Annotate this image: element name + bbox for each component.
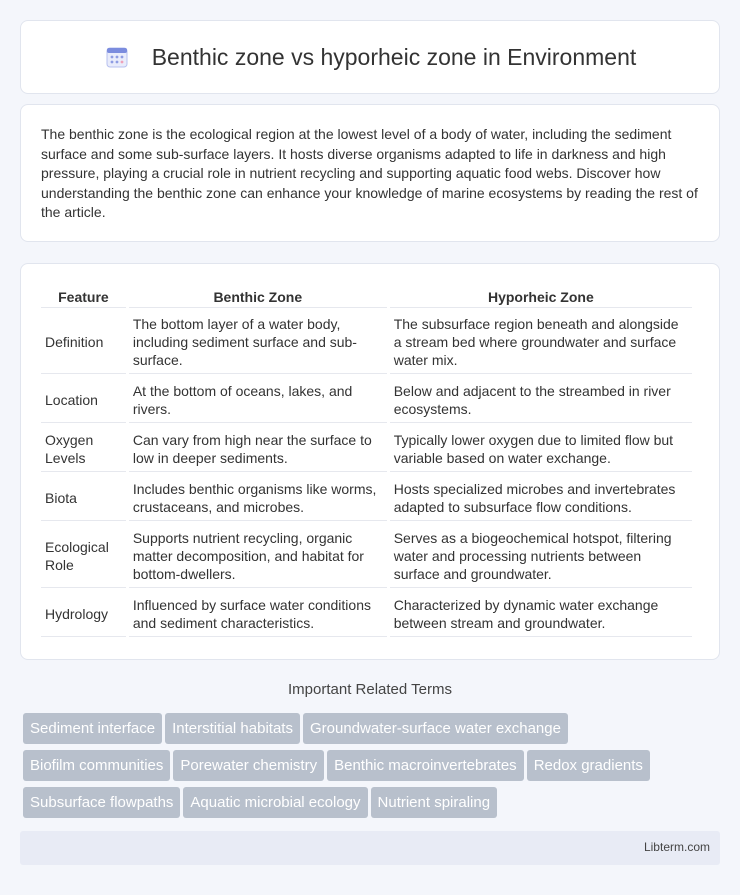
row-feature: Biota (41, 474, 126, 521)
row-hyporheic: Below and adjacent to the streambed in river ecosystems. (390, 376, 692, 423)
page-title: Benthic zone vs hyporheic zone in Environment (151, 43, 637, 70)
related-term-tag[interactable]: Nutrient spiraling (371, 787, 498, 818)
intro-card (20, 104, 720, 242)
row-benthic: Can vary from high near the surface to low in deeper sediments. (129, 425, 387, 472)
row-hyporheic: Hosts specialized microbes and invertebrates adapted to subsurface flow conditions. (390, 474, 692, 521)
table-row (41, 310, 692, 374)
table-row (41, 474, 692, 521)
table-row (41, 425, 692, 472)
row-feature: Definition (41, 310, 126, 374)
row-hyporheic: Characterized by dynamic water exchange between stream and groundwater. (390, 590, 692, 637)
row-feature: Ecological Role (41, 523, 126, 588)
row-feature: Hydrology (41, 590, 126, 637)
related-term-tag[interactable]: Porewater chemistry (173, 750, 324, 781)
row-benthic: Includes benthic organisms like worms, crustaceans, and microbes. (129, 474, 387, 521)
related-term-tag[interactable]: Groundwater-surface water exchange (303, 713, 568, 744)
table-row (41, 376, 692, 423)
calendar-grid-icon (104, 44, 130, 70)
intro-paragraph: The benthic zone is the ecological region at the lowest level of a body of water, including the sediment surface and some sub-surface layers. It hosts diverse organisms adapted to life in darkness and high pressure, playing a crucial role in nutrient recycling and supporting aquatic food webs. Discover how understanding the benthic zone can enhance your knowledge of marine ecosystems by reading the rest of the article. (41, 126, 698, 221)
row-hyporheic: The subsurface region beneath and alongside a stream bed where groundwater and surface water mix. (390, 310, 692, 374)
row-benthic: At the bottom of oceans, lakes, and rivers. (129, 376, 387, 423)
comparison-table (38, 282, 695, 639)
row-benthic: Influenced by surface water conditions and sediment characteristics. (129, 590, 387, 637)
related-term-tag[interactable]: Interstitial habitats (165, 713, 300, 744)
footer (20, 831, 720, 865)
title-card (20, 20, 720, 94)
related-term-tag[interactable]: Sediment interface (23, 713, 162, 744)
related-term-tag[interactable]: Benthic macroinvertebrates (327, 750, 524, 781)
table-row (41, 590, 692, 637)
header-hyporheic-zone: Hyporheic Zone (390, 284, 692, 308)
related-term-tag[interactable]: Subsurface flowpaths (23, 787, 180, 818)
footer-site-link[interactable]: Libterm.com (643, 840, 710, 854)
table-header-row (41, 284, 692, 308)
related-term-tag[interactable]: Aquatic microbial ecology (183, 787, 367, 818)
row-benthic: The bottom layer of a water body, including sediment surface and sub-surface. (129, 310, 387, 374)
header-benthic-zone: Benthic Zone (129, 284, 387, 308)
table-row (41, 523, 692, 588)
related-term-tag[interactable]: Biofilm communities (23, 750, 170, 781)
row-hyporheic: Typically lower oxygen due to limited flow but variable based on water exchange. (390, 425, 692, 472)
row-feature: Oxygen Levels (41, 425, 126, 472)
related-terms-list (23, 713, 723, 824)
row-hyporheic: Serves as a biogeochemical hotspot, filtering water and processing nutrients between surface and groundwater. (390, 523, 692, 588)
row-benthic: Supports nutrient recycling, organic matter decomposition, and habitat for bottom-dwellers. (129, 523, 387, 588)
related-terms-heading: Important Related Terms (288, 681, 452, 698)
related-term-tag[interactable]: Redox gradients (527, 750, 650, 781)
header-feature: Feature (41, 284, 126, 308)
row-feature: Location (41, 376, 126, 423)
comparison-card (20, 263, 720, 660)
